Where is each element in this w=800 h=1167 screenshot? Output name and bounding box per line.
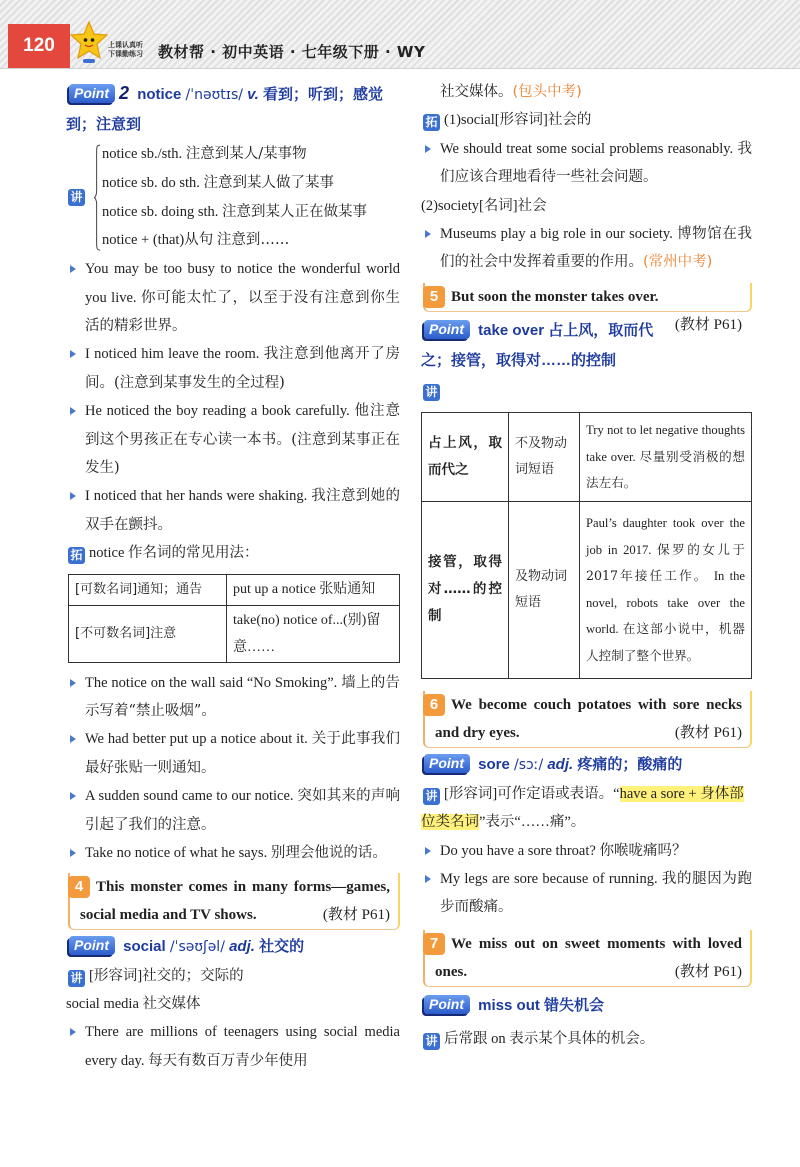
phrase-type-cell: 不及物动词短语: [509, 413, 580, 502]
table-row: [69, 605, 400, 662]
example-sentence: [66, 255, 400, 340]
key-sentence-text: We become couch potatoes with sore necks and dry eyes.: [435, 696, 742, 741]
exam-source: (包头中考): [512, 84, 582, 100]
meaning: 看到；听到；感觉到；注意到: [66, 86, 383, 133]
example-en: Try not to let negative thoughts take over.: [586, 423, 745, 464]
meaning: 社交的: [259, 937, 305, 955]
point-badge: Point: [424, 320, 470, 339]
meaning-cell: 占上风，取而代之: [422, 413, 509, 502]
mascot-slogan: [108, 41, 143, 59]
usage-meaning: 注意到某人做了某事: [203, 174, 334, 191]
mascot-star-icon: [70, 18, 108, 64]
sentence-source: (教材 P61): [322, 906, 390, 923]
example-zh: 别理会他说的话。: [270, 845, 387, 862]
point-badge: Point: [69, 936, 115, 955]
key-sentence-text: We miss out on sweet moments with loved ones.: [435, 935, 742, 980]
example-zh: 关于此事我们最好张贴一则通知。: [85, 731, 400, 776]
example-zh: 他注意到这个男孩正在专心读一本书。(注意到某事正在发生): [85, 403, 401, 477]
noun-usage-table: [68, 574, 400, 663]
lecture-icon: 讲: [423, 384, 440, 401]
page-number: 120: [8, 24, 70, 68]
extension-social: [421, 106, 752, 134]
point-heading-social: [66, 932, 400, 962]
point-heading-notice: [66, 78, 400, 140]
example-en: I noticed that her hands were shaking.: [85, 488, 308, 505]
example-en: In the novel, robots take over the world.: [586, 569, 745, 637]
sore-definition: [421, 780, 752, 837]
extension-text: (1)social[形容词]社会的: [444, 112, 592, 129]
brace-icon: [94, 144, 101, 251]
example-sentence: [421, 837, 752, 865]
table-row: [69, 574, 400, 605]
usage-meaning: 注意到某人/某事物: [185, 146, 307, 162]
phonetic: /ˈsəʊʃəl/: [169, 938, 225, 955]
bullet-triangle-icon: [70, 492, 76, 500]
example-zh: 尽量别受消极的想法左右。: [586, 448, 745, 491]
lecture-icon: 讲: [68, 189, 85, 206]
definition-text: ”表示“……痛”。: [479, 814, 586, 831]
headword: sore: [478, 755, 510, 773]
miss-out-definition: [421, 1025, 752, 1053]
key-sentence-text: But soon the monster takes over.: [451, 288, 659, 305]
usage-item: [102, 140, 400, 169]
sentence-source: (教材 P61): [674, 316, 742, 333]
example-zh: 博物馆在我们的社会中发挥着重要的作用。: [440, 226, 752, 271]
example-sentence: [66, 397, 400, 482]
noun-usage-intro: [66, 539, 400, 567]
bullet-triangle-icon: [425, 230, 431, 238]
definition-text: 后常跟 on 表示某个具体的机会。: [444, 1030, 655, 1047]
extension-society: (2)society[名词]社会: [421, 197, 547, 214]
social-phrase: social media 社交媒体: [66, 995, 201, 1012]
example-sentence: [66, 482, 400, 539]
example-en: Do you have a sore throat?: [440, 842, 596, 859]
sentence-source: (教材 P61): [674, 963, 742, 980]
sentence-number-badge: 7: [423, 933, 445, 955]
example-sentence: [66, 340, 400, 397]
bullet-triangle-icon: [70, 849, 76, 857]
bullet-triangle-icon: [70, 407, 76, 415]
usage-pattern: notice sb. doing sth.: [102, 203, 219, 220]
example-sentence: [421, 220, 752, 277]
page-header: [0, 0, 800, 69]
bullet-triangle-icon: [70, 265, 76, 273]
meaning: 疼痛的；酸痛的: [577, 755, 683, 773]
bullet-triangle-icon: [425, 847, 431, 855]
take-over-lecture: [421, 376, 752, 404]
usage-meaning: 注意到……: [216, 232, 290, 249]
usage-pattern: notice sb./sth.: [102, 146, 183, 162]
example-zh: 墙上的告示写着“禁止吸烟”。: [85, 674, 400, 720]
noun-type-cell: [可数名词]通知；通告: [69, 574, 227, 605]
example-en: Take no notice of what he says.: [85, 845, 268, 862]
example-zh: 我注意到她的双手在颤抖。: [85, 488, 400, 533]
usage-meaning: 注意到某人正在做某事: [222, 203, 368, 220]
bullet-triangle-icon: [70, 735, 76, 743]
point-badge: Point: [69, 84, 115, 103]
key-sentence-box-6: [423, 691, 752, 748]
headword: social: [123, 937, 166, 955]
left-column: [66, 78, 400, 1075]
definition-text: [形容词]社交的；交际的: [89, 967, 244, 984]
example-sentence: [66, 1018, 400, 1075]
phrase-type-cell: 及物动词短语: [509, 501, 580, 678]
example-continuation: [421, 78, 752, 106]
noun-usage-cell: put up a notice 张贴通知: [227, 574, 400, 605]
key-sentence-box-7: [423, 930, 752, 987]
point-badge: Point: [424, 754, 470, 773]
example-zh: 你喉咙痛吗？: [599, 842, 687, 859]
bullet-triangle-icon: [425, 875, 431, 883]
headword: notice: [137, 86, 182, 103]
part-of-speech: v.: [247, 86, 259, 103]
headword: miss out: [478, 996, 540, 1014]
example-sentence: [66, 669, 400, 726]
point-heading-miss-out: [421, 991, 752, 1021]
example-cell: [580, 501, 752, 678]
example-zh: 保罗的女儿于2017年接任工作。: [586, 541, 745, 584]
phonetic: /sɔː/: [514, 756, 544, 773]
example-sentence: [421, 135, 752, 192]
example-zh: 我的腿因为跑步而酸痛。: [440, 870, 753, 916]
take-over-table: [421, 412, 752, 679]
point-number: 2: [119, 83, 130, 103]
example-en: There are millions of teenagers using social media every day.: [85, 1024, 400, 1069]
table-row: [422, 413, 752, 502]
example-zh: 我注意到他离开了房间。(注意到某事发生的全过程): [85, 346, 400, 391]
example-en: We should treat some social problems reasonably.: [440, 140, 734, 157]
usage-item: [102, 226, 400, 255]
bullet-triangle-icon: [70, 679, 76, 687]
meaning-cell: 接管，取得对……的控制: [422, 501, 509, 678]
part-of-speech: adj.: [229, 937, 255, 955]
example-en: You may be too busy to notice the wonderful world you live.: [85, 261, 400, 306]
usage-list: [66, 140, 400, 255]
headword: take over: [478, 321, 545, 339]
sentence-number-badge: 5: [423, 286, 445, 308]
usage-item: [102, 198, 400, 227]
part-of-speech: adj.: [547, 755, 574, 773]
example-en: I noticed him leave the room.: [85, 346, 260, 363]
sentence-number-badge: 4: [68, 876, 90, 898]
phonetic: /ˈnəʊtɪs/: [185, 87, 243, 103]
slogan-line-2: 下课勤练习: [108, 50, 143, 58]
example-sentence: [421, 865, 752, 922]
bullet-triangle-icon: [70, 792, 76, 800]
usage-item: [102, 169, 400, 198]
example-zh: 我们应该合理地看待一些社会问题。: [440, 140, 753, 186]
example-zh: 在这部小说中，机器人控制了整个世界。: [586, 621, 746, 663]
bullet-triangle-icon: [425, 145, 431, 153]
lecture-icon: 讲: [68, 970, 85, 987]
example-en: A sudden sound came to our notice.: [85, 788, 294, 805]
bullet-triangle-icon: [70, 350, 76, 358]
bullet-triangle-icon: [70, 1028, 76, 1036]
example-en: The notice on the wall said “No Smoking”.: [85, 674, 338, 691]
key-sentence-text: This monster comes in many forms—games, social media and TV shows.: [80, 878, 390, 923]
social-definition: [66, 962, 400, 990]
example-cell: [580, 413, 752, 502]
right-column: [421, 78, 752, 1053]
example-en: Museums play a big role in our society.: [440, 226, 673, 243]
lecture-icon: 讲: [423, 1033, 440, 1050]
example-en: We had better put up a notice about it.: [85, 731, 308, 748]
meaning: 错失机会: [544, 996, 605, 1014]
usage-pattern: notice + (that)从句: [102, 232, 214, 249]
noun-usage-cell: take(no) notice of...(别)留意……: [227, 605, 400, 662]
example-zh: 每天有数百万青少年使用: [148, 1052, 308, 1069]
slogan-line-1: 上课认真听: [108, 41, 143, 49]
key-sentence-box-4: [68, 873, 400, 930]
book-title: 教材帮 · 初中英语 · 七年级下册 · WY: [158, 43, 426, 61]
meaning: 占上风，取而代之；接管，取得对……的控制: [421, 321, 654, 369]
definition-text: [形容词]可作定语或表语。“: [444, 785, 620, 802]
extend-icon: 拓: [68, 547, 85, 564]
example-sentence: [66, 839, 400, 867]
example-zh: 突如其来的声响引起了我们的注意。: [85, 788, 401, 833]
example-en: Paul’s daughter took over the job in 2017.: [586, 516, 745, 557]
example-en: He noticed the boy reading a book carefully.: [85, 403, 350, 420]
sentence-source: (教材 P61): [674, 724, 742, 741]
noun-intro-text: notice 作名词的常见用法：: [89, 545, 259, 562]
sentence-number-badge: 6: [423, 694, 445, 716]
highlighted-pattern: have a sore + 身体部位类名词: [421, 785, 744, 831]
example-en: My legs are sore because of running.: [440, 870, 658, 887]
noun-type-cell: [不可数名词]注意: [69, 605, 227, 662]
point-heading-sore: [421, 750, 752, 780]
example-sentence: [66, 782, 400, 839]
exam-source: (常州中考): [643, 254, 713, 271]
example-sentence: [66, 725, 400, 782]
point-badge: Point: [424, 995, 470, 1014]
lecture-icon: 讲: [423, 788, 440, 805]
table-row: [422, 501, 752, 678]
extend-icon: 拓: [423, 114, 440, 131]
usage-pattern: notice sb. do sth.: [102, 174, 200, 191]
example-zh: 你可能太忙了，以至于没有注意到你生活的精彩世界。: [85, 289, 401, 334]
example-zh: 社交媒体。: [440, 84, 513, 100]
